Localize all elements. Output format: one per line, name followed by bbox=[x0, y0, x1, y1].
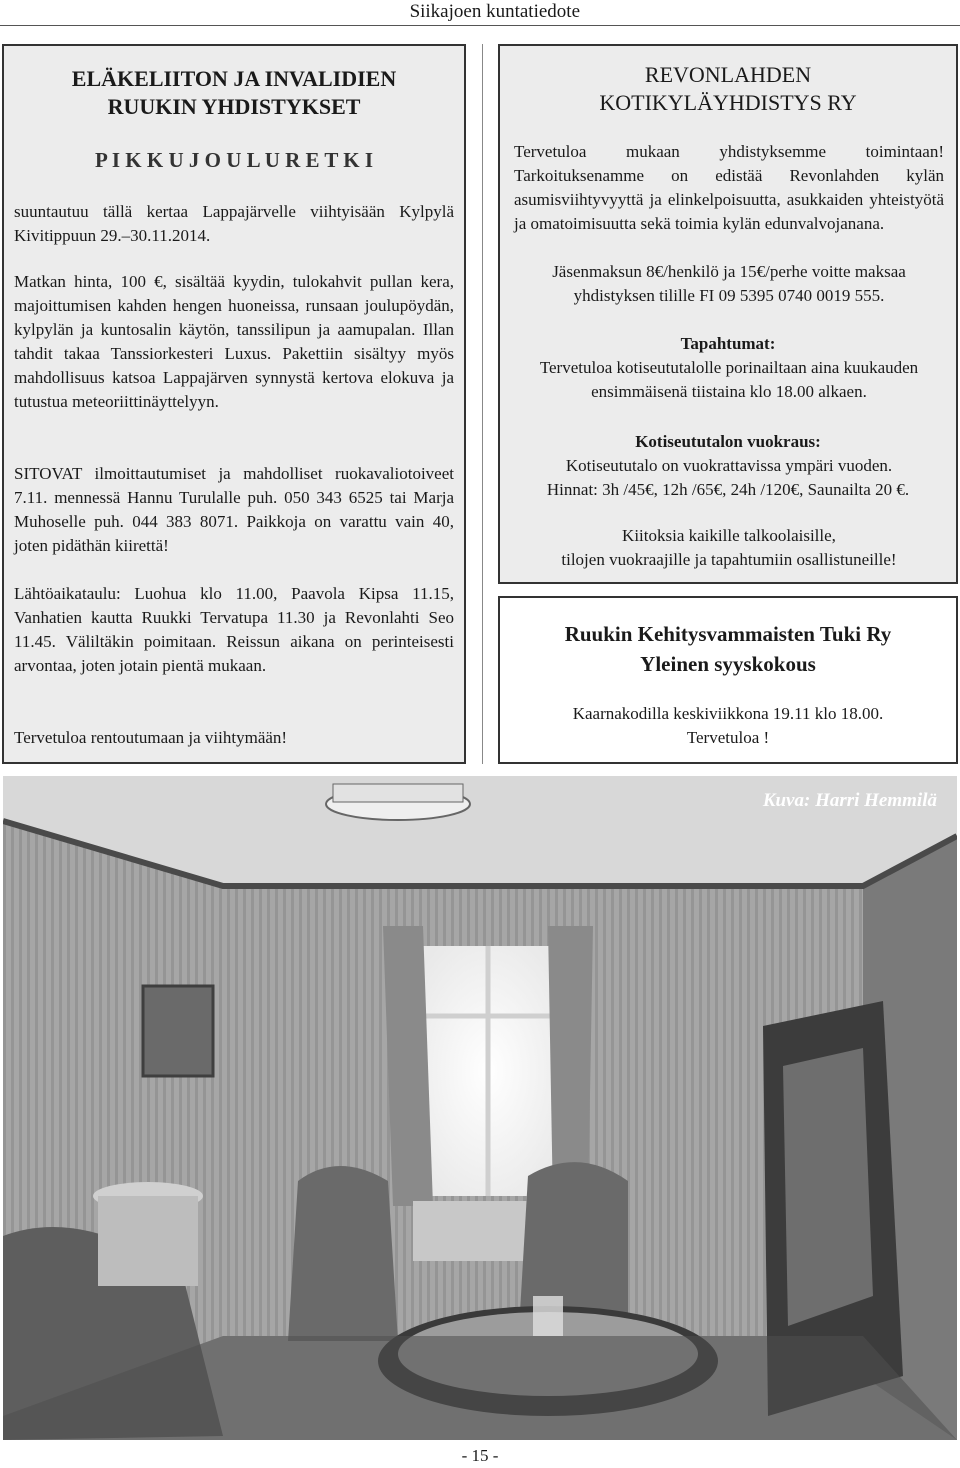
left-paragraph-4: Lähtöaikataulu: Luohua klo 11.00, Paavola Kipsa 11.15, Vanhatien kautta Ruukki Tervatupa 11.30 ja Revonlahti Seo 11.45. Väliltäkin poimitaan. Reissun aikana on perinteisesti arvontaa, joten jotain pientä mukaan. bbox=[14, 584, 454, 675]
left-paragraph-5: Tervetuloa rentoutumaan ja viihtymään! bbox=[14, 728, 288, 747]
syyskokous-announcement bbox=[498, 596, 958, 764]
right-intro: Tervetuloa mukaan yhdistyksemme toimintaan! Tarkoituksenamme on edistää Revonlahden kylän asumisviihtyvyyttä ja elinkelpoisuutta, asukkaiden yhteistyötä ja omatoimisuutta sekä toimia kylän edunvalvojanana. bbox=[514, 142, 944, 233]
left-title-line1: ELÄKELIITON JA INVALIDIEN bbox=[71, 66, 397, 91]
living-room-illustration bbox=[3, 776, 957, 1440]
rental-heading: Kotiseututalon vuokraus: bbox=[635, 432, 821, 451]
elakeliitto-announcement bbox=[2, 44, 466, 764]
revonlahti-announcement bbox=[498, 44, 958, 584]
left-paragraph-3: SITOVAT ilmoittautumiset ja mahdolliset ruokavaliotoiveet 7.11. mennessä Hannu Turulalle puh. 050 343 6525 tai Marja Muhoselle puh. 044 383 8071. Paikkoja on varattu vain 40, joten pidäthän kiirettä! bbox=[14, 464, 454, 555]
right-membership: Jäsenmaksun 8€/henkilö ja 15€/perhe voitte maksaa yhdistyksen tilille FI 09 5395 0740 0019 555. bbox=[552, 262, 906, 305]
events-text: Tervetuloa kotiseututalolle porinailtaan aina kuukauden ensimmäisenä tiistaina klo 18.00 alkaen. bbox=[539, 358, 919, 401]
photo-credit: Kuva: Harri Hemmilä bbox=[762, 790, 937, 811]
thanks-line2: tilojen vuokraajille ja tapahtumiin osallistuneille! bbox=[561, 550, 897, 569]
left-paragraph-2: Matkan hinta, 100 €, sisältää kyydin, tulokahvit pullan kera, majoittumisen kahden hengen huoneissa, runsaan joulupöydän, kylpylän ja kuntosalin käytön, tanssilipun ja aamupalan. Illan tahdit takaa Tanssiorkesteri Luxus. Pakettiin sisältyy myös mahdollisuus katsoa Lappajärven synnystä kertova elokuva ja tutustua meteoriittinäyttelyyn. bbox=[14, 272, 454, 411]
meeting-title-line1: Ruukin Kehitysvammaisten Tuki Ry bbox=[564, 622, 892, 646]
meeting-line1: Kaarnakodilla keskiviikkona 19.11 klo 18.00. bbox=[572, 704, 884, 723]
right-title-line2: KOTIKYLÄYHDISTYS RY bbox=[599, 90, 857, 115]
page-header: Siikajoen kuntatiedote bbox=[409, 1, 580, 22]
page-number: - 15 - bbox=[461, 1446, 499, 1465]
left-paragraph-1: suuntautuu tällä kertaa Lappajärvelle viihtyisään Kylpylä Kivitippuun 29.–30.11.2014. bbox=[14, 202, 454, 245]
header-rule bbox=[0, 25, 960, 26]
events-heading: Tapahtumat: bbox=[680, 334, 776, 353]
left-subtitle: P I K K U J O U L U R E T K I bbox=[94, 148, 374, 172]
meeting-title-line2: Yleinen syyskokous bbox=[640, 652, 816, 676]
living-room-photo bbox=[3, 776, 957, 1440]
thanks-line1: Kiitoksia kaikille talkoolaisille, bbox=[622, 526, 836, 545]
column-divider bbox=[482, 44, 483, 764]
left-title-line2: RUUKIN YHDISTYKSET bbox=[107, 94, 361, 119]
right-title-line1: REVONLAHDEN bbox=[644, 62, 812, 87]
rental-line1: Kotiseututalo on vuokrattavissa ympäri vuoden. bbox=[565, 456, 893, 475]
meeting-line2: Tervetuloa ! bbox=[686, 728, 770, 747]
rental-prices: Hinnat: 3h /45€, 12h /65€, 24h /120€, Saunailta 20 €. bbox=[546, 480, 910, 499]
